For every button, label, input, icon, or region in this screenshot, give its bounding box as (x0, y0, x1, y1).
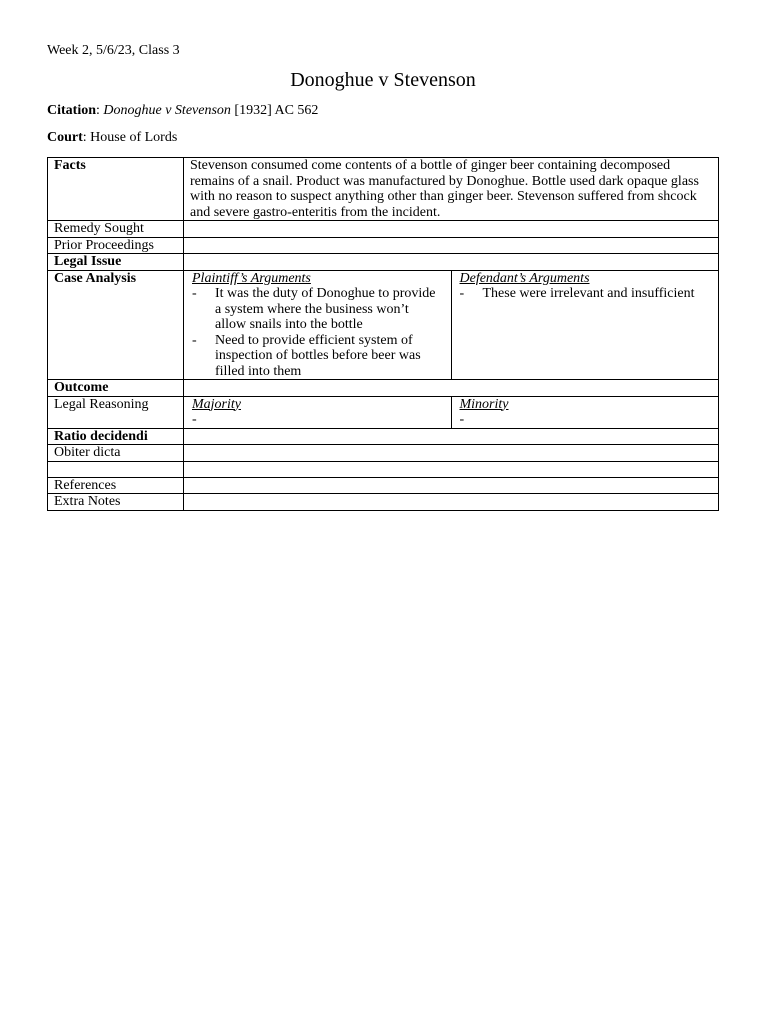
blank-row-label (48, 461, 184, 477)
citation-line: Citation: Donoghue v Stevenson [1932] AC 562 (47, 103, 319, 118)
ratio-decidendi-label: Ratio decidendi (48, 428, 184, 445)
page-title: Donoghue v Stevenson (290, 69, 476, 91)
legal-issue-value (184, 254, 719, 271)
references-row (48, 477, 719, 494)
case-analysis-row (48, 270, 719, 380)
case-analysis-cell (184, 270, 719, 380)
majority-heading: Majority (192, 396, 241, 412)
outcome-label: Outcome (48, 380, 184, 397)
facts-text: Stevenson consumed come contents of a bottle of ginger beer containing decomposed remains of a snail. Product was manufactured by Donoghue. Bottle used dark opaque glass with no reason to suspect anything other than ginger beer. Stevenson suffered from shcock and severe gastro-enteritis from the incident. (184, 158, 719, 221)
extra-notes-label: Extra Notes (48, 494, 184, 511)
citation-case-name: Donoghue v Stevenson (103, 103, 231, 118)
citation-label: Citation (47, 103, 96, 118)
court-line: Court: House of Lords (47, 130, 178, 145)
court-value: House of Lords (90, 130, 178, 145)
defendant-heading: Defendant’s Arguments (459, 270, 590, 286)
references-value (184, 477, 719, 494)
remedy-sought-value (184, 221, 719, 238)
plaintiff-list (192, 286, 443, 379)
plaintiff-heading: Plaintiff’s Arguments (192, 270, 311, 286)
minority-marker: - (459, 412, 465, 427)
blank-row-value (184, 461, 719, 477)
majority-column (184, 397, 451, 428)
minority-heading: Minority (459, 396, 509, 412)
list-item: - These were irrelevant and insufficient (460, 286, 711, 302)
legal-reasoning-cell (184, 396, 719, 428)
outcome-value (184, 380, 719, 397)
prior-proceedings-label: Prior Proceedings (48, 237, 184, 254)
list-item: - Need to provide efficient system of inspection of bottles before beer was filled into them (192, 333, 443, 380)
case-brief-table (47, 157, 719, 511)
remedy-sought-row (48, 221, 719, 238)
obiter-dicta-label: Obiter dicta (48, 445, 184, 462)
outcome-row (48, 380, 719, 397)
ratio-decidendi-row (48, 428, 719, 445)
class-header: Week 2, 5/6/23, Class 3 (47, 43, 180, 58)
facts-label: Facts (48, 158, 184, 221)
citation-reference: [1932] AC 562 (234, 103, 319, 118)
extra-notes-value (184, 494, 719, 511)
legal-issue-label: Legal Issue (48, 254, 184, 271)
minority-column (451, 397, 718, 428)
remedy-sought-label: Remedy Sought (48, 221, 184, 238)
arguments-table (184, 271, 718, 380)
references-label: References (48, 477, 184, 494)
case-analysis-label: Case Analysis (48, 270, 184, 380)
reasoning-table (184, 397, 718, 428)
facts-row (48, 158, 719, 221)
defendant-list (460, 286, 711, 302)
obiter-dicta-value (184, 445, 719, 462)
prior-proceedings-row (48, 237, 719, 254)
extra-notes-row (48, 494, 719, 511)
prior-proceedings-value (184, 237, 719, 254)
plaintiff-arguments (184, 271, 451, 380)
court-label: Court (47, 130, 83, 145)
legal-issue-row (48, 254, 719, 271)
ratio-decidendi-value (184, 428, 719, 445)
legal-reasoning-row (48, 396, 719, 428)
obiter-dicta-row (48, 445, 719, 462)
blank-row (48, 461, 719, 477)
list-item: - It was the duty of Donoghue to provide a system where the business won’t allow snails into the bottle (192, 286, 443, 333)
defendant-arguments (451, 271, 718, 380)
majority-marker: - (192, 412, 197, 427)
legal-reasoning-label: Legal Reasoning (48, 396, 184, 428)
